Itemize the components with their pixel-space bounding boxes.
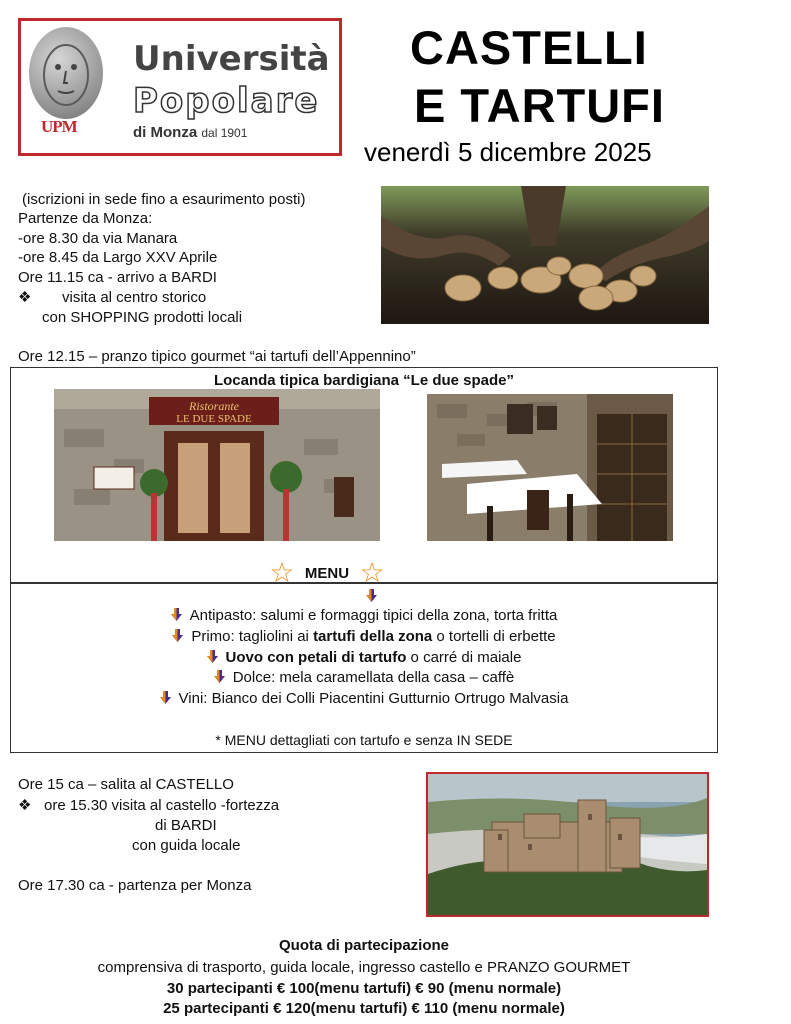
arrow-bullet-icon: [366, 588, 385, 606]
arrow-bullet-icon: [214, 670, 225, 683]
title-line1: CASTELLI: [410, 21, 648, 74]
visit-line-2: con SHOPPING prodotti locali: [42, 309, 243, 326]
menu-dolce: [0, 669, 728, 686]
menu-secondo: [0, 649, 728, 666]
menu-primo: [0, 628, 728, 645]
menu-secondo-text-a: Uovo con petali di tartufo: [225, 649, 407, 666]
diamond-bullet-icon: ❖: [18, 289, 32, 306]
menu-primo-text-c: o tortelli di erbette: [432, 628, 556, 645]
arrow-bullet-icon: [171, 608, 182, 621]
price-row-25: 25 partecipanti € 120(menu tartufi) € 110 (menu normale): [163, 1000, 565, 1017]
arrow-bullet-icon: [207, 650, 218, 663]
arrival-bardi: Ore 11.15 ca - arrivo a BARDI: [18, 269, 217, 286]
menu-heading-label: MENU: [304, 565, 350, 582]
medal-face-icon: [29, 27, 103, 119]
logo-line2: Popolare: [133, 81, 320, 121]
upm-monogram: UPM: [41, 117, 77, 136]
castle-visit-2: di BARDI: [155, 817, 217, 834]
logo-city: di Monza: [133, 124, 198, 141]
arrow-bullet-icon: [172, 629, 183, 642]
arrow-bullet-icon: [160, 691, 171, 704]
menu-antipasto: [0, 607, 728, 624]
menu-antipasto-text: Antipasto: salumi e formaggi tipici della zona, torta fritta: [189, 607, 558, 624]
price-row-30: 30 partecipanti € 100(menu tartufi) € 90 (menu normale): [166, 980, 562, 997]
castle-visit-3: con guida locale: [132, 837, 241, 854]
menu-primo-text-b: tartufi della zona: [313, 628, 433, 645]
menu-vini-text: Vini: Bianco dei Colli Piacentini Gutturnio Ortrugo Malvasia: [178, 690, 569, 707]
visit-line-1: visita al centro storico: [62, 289, 207, 306]
menu-vini: [0, 690, 728, 707]
castle-ascent: Ore 15 ca – salita al CASTELLO: [18, 776, 234, 793]
registration-note: (iscrizioni in sede fino a esaurimento posti): [22, 191, 306, 208]
price-heading: Quota di partecipazione: [278, 937, 450, 954]
star-icon: ☆: [269, 557, 295, 588]
logo-since: dal 1901: [201, 126, 248, 140]
title-line2: E TARTUFI: [414, 79, 665, 132]
sign-line-2: LE DUE SPADE: [176, 413, 252, 425]
castle-photo: [426, 772, 709, 917]
restaurant-exterior-photo: [54, 389, 380, 541]
logo-line3: [133, 124, 247, 141]
sign-line-1: Ristorante: [189, 399, 239, 413]
price-includes: comprensiva di trasporto, guida locale, ingresso castello e PRANZO GOURMET: [97, 959, 631, 976]
menu-note: * MENU dettagliati con tartufo e senza IN SEDE: [215, 732, 513, 748]
departure-stop-1: -ore 8.30 da via Manara: [18, 230, 178, 247]
restaurant-interior-photo: [427, 394, 673, 541]
star-icon: ☆: [359, 557, 385, 588]
departure-heading: Partenze da Monza:: [18, 210, 153, 227]
return-departure: Ore 17.30 ca - partenza per Monza: [18, 877, 252, 894]
departure-stop-2: -ore 8.45 da Largo XXV Aprile: [18, 249, 218, 266]
event-date: venerdì 5 dicembre 2025: [364, 137, 652, 167]
diamond-bullet-icon: ❖: [18, 797, 32, 814]
lunch-line: Ore 12.15 – pranzo tipico gourmet “ai tartufi dell’Appennino”: [18, 348, 416, 365]
logo-line1: Università: [133, 39, 330, 79]
menu-primo-text-a: Primo: tagliolini ai: [191, 628, 314, 645]
menu-secondo-text-b: o carré di maiale: [406, 649, 522, 666]
menu-dolce-text: Dolce: mela caramellata della casa – caffè: [232, 669, 515, 686]
upm-logo: [18, 18, 342, 156]
castle-visit-1: ore 15.30 visita al castello -fortezza: [44, 797, 280, 814]
truffle-photo: [381, 186, 709, 324]
restaurant-name: Locanda tipica bardigiana “Le due spade”: [213, 372, 515, 389]
